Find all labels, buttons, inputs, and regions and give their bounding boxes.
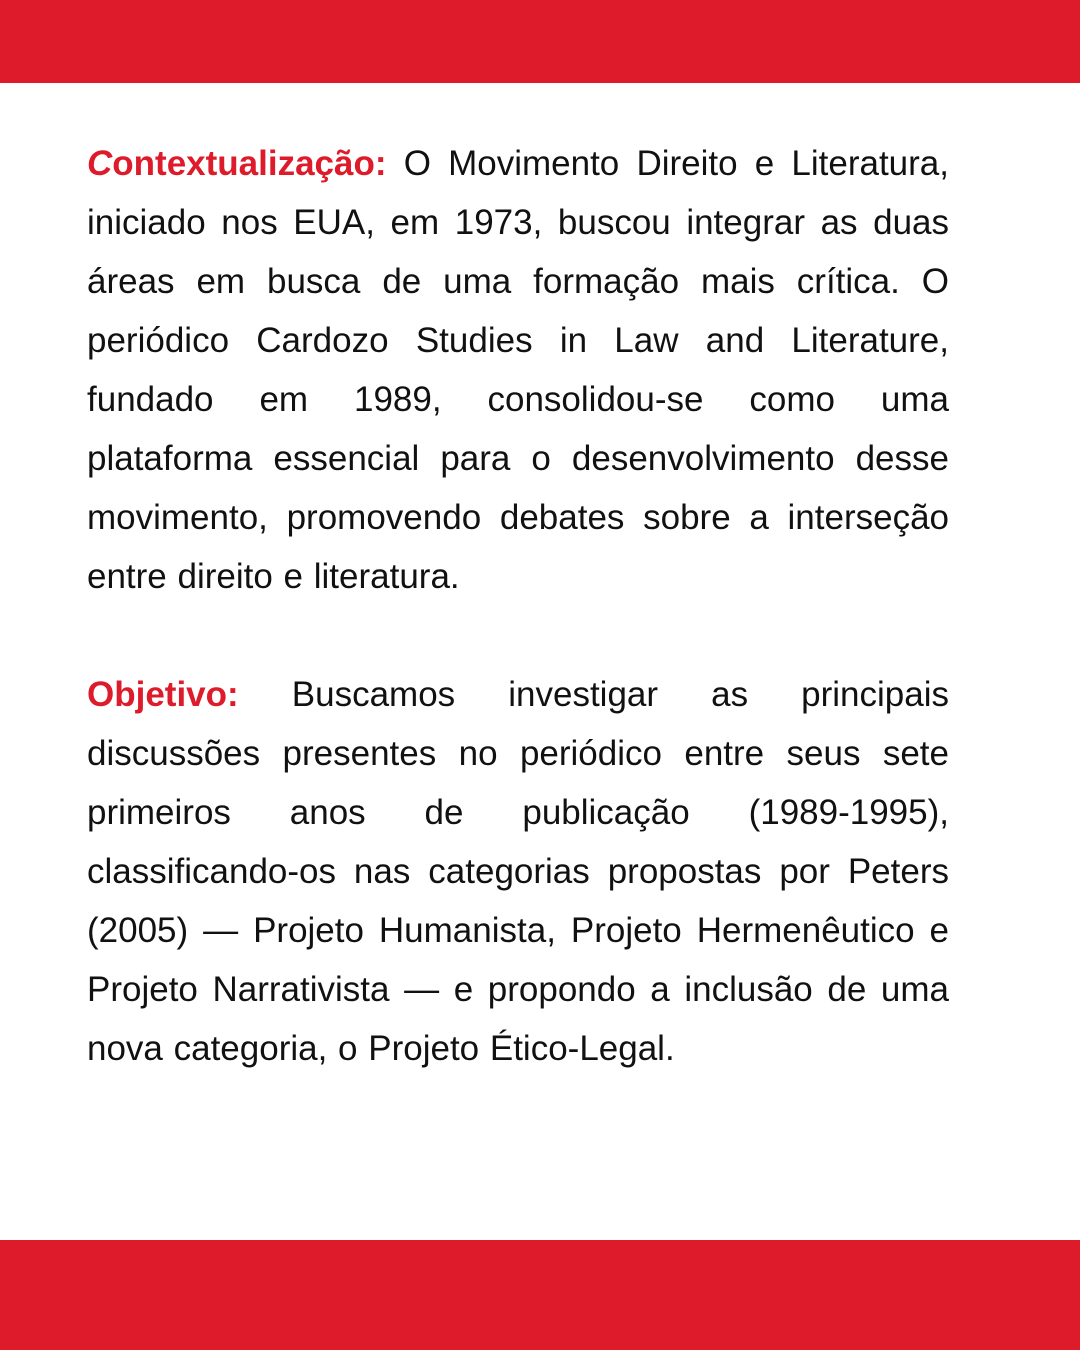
bottom-accent-bar [0, 1240, 1080, 1350]
contextualization-label-initial: C [87, 144, 113, 183]
contextualization-paragraph [87, 134, 949, 606]
contextualization-label-rest: ontextualização: [112, 144, 387, 183]
objective-text: Buscamos investigar as principais discussões presentes no periódico entre seus sete primeiros anos de publicação (1989-1995), classificando-os nas categorias propostas por Peters (2005) — Projeto Humanista, Projeto Hermenêutico e Projeto Narrativista — e propondo a inclusão de uma nova categoria, o Projeto Ético-Legal. [87, 675, 949, 1068]
top-accent-bar [0, 0, 1080, 83]
objective-paragraph [87, 665, 949, 1078]
objective-label: Objetivo: [87, 675, 239, 714]
contextualization-text: O Movimento Direito e Literatura, iniciado nos EUA, em 1973, buscou integrar as duas áreas em busca de uma formação mais crítica. O periódico Cardozo Studies in Law and Literature, fundado em 1989, consolidou-se como uma plataforma essencial para o desenvolvimento desse movimento, promovendo debates sobre a interseção entre direito e literatura. [87, 144, 949, 596]
contextualization-label [87, 144, 387, 183]
text-content [87, 134, 949, 1078]
